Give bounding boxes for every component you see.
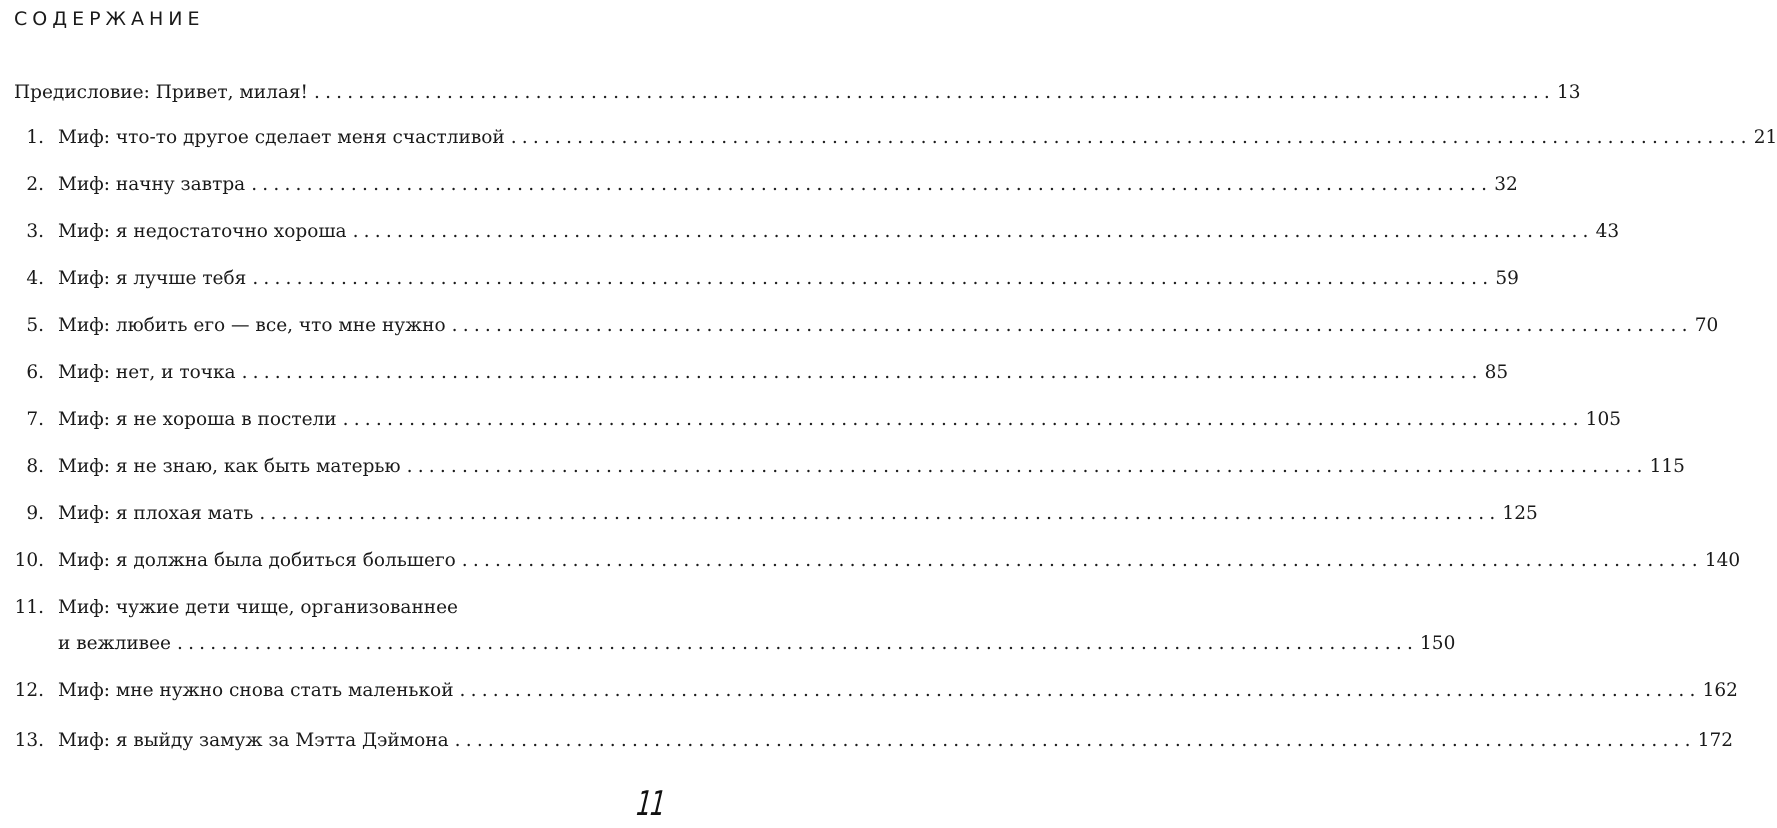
dot-leader: ................................................................................................................ [241, 362, 1483, 383]
dot-leader: ................................................................................................................ [252, 268, 1494, 289]
toc-entry-number: 4. [26, 268, 44, 289]
toc-entry-2[interactable] [0, 170, 1518, 200]
toc-entry-text: Миф: я должна была добиться большего [58, 550, 456, 571]
toc-entry-text: Миф: нет, и точка [58, 362, 236, 383]
toc-entry-number: 9. [26, 503, 44, 524]
toc-entry-6[interactable] [0, 358, 1509, 388]
toc-entry-1[interactable] [0, 123, 1777, 153]
toc-page-number: 162 [1702, 680, 1738, 701]
toc-entry-8[interactable] [0, 452, 1685, 482]
toc-entry-3[interactable] [0, 217, 1620, 247]
toc-page-number: 43 [1595, 221, 1620, 242]
toc-page-number: 172 [1697, 730, 1733, 751]
toc-entry-text: Миф: я плохая мать [58, 503, 254, 524]
toc-entry-text: Миф: я не знаю, как быть матерью [58, 456, 401, 477]
toc-entry-number: 1. [26, 127, 44, 148]
toc-page-number: 59 [1495, 268, 1519, 289]
toc-entry-text: Миф: я недостаточно хороша [58, 221, 347, 242]
toc-entry-5[interactable] [0, 311, 1719, 341]
toc-entry-text: Предисловие: Привет, милая! [14, 82, 308, 103]
dot-leader: ................................................................................................................ [177, 633, 1419, 654]
toc-entry-4[interactable] [0, 264, 1519, 294]
toc-entry-text: Миф: я выйду замуж за Мэтта Дэймона [58, 730, 449, 751]
toc-entry-7[interactable] [0, 405, 1621, 435]
toc-entry-text: Миф: что-то другое сделает меня счастливой [58, 127, 505, 148]
toc-entry-text: Миф: чужие дети чище, организованнее [58, 597, 459, 618]
toc-entry-text: Миф: мне нужно снова стать маленькой [58, 680, 454, 701]
toc-page-number: 13 [1557, 82, 1581, 103]
toc-entry-preface[interactable] [0, 78, 1581, 108]
dot-leader: ................................................................................................................ [342, 409, 1584, 430]
toc-entry-text: Миф: начну завтра [58, 174, 246, 195]
toc-page-number: 85 [1484, 362, 1509, 383]
toc-entry-13[interactable] [0, 726, 1733, 756]
toc-page-number: 105 [1585, 409, 1621, 430]
toc-entry-9[interactable] [0, 499, 1538, 529]
dot-leader: ................................................................................................................ [459, 680, 1701, 701]
dot-leader: ................................................................................................................ [313, 82, 1556, 103]
toc-entry-number: 3. [26, 221, 44, 242]
dot-leader: ................................................................................................................ [454, 730, 1696, 751]
toc-entry-number: 12. [14, 680, 44, 701]
dot-leader: ................................................................................................................ [406, 456, 1648, 477]
toc-entry-11[interactable] [0, 593, 662, 623]
toc-page-number: 125 [1502, 503, 1538, 524]
dot-leader: ................................................................................................................ [461, 550, 1703, 571]
toc-entry-number: 11. [14, 597, 44, 618]
toc-entry-number: 10. [14, 550, 44, 571]
toc-entry-number: 2. [26, 174, 44, 195]
toc-entry-text: Миф: любить его — все, что мне нужно [58, 315, 446, 336]
toc-page-number: 21 [1753, 127, 1777, 148]
dot-leader: ................................................................................................................ [251, 174, 1493, 195]
toc-entry-number: 7. [26, 409, 44, 430]
dot-leader: ................................................................................................................ [510, 127, 1752, 148]
toc-entry-text: Миф: я не хороша в постели [58, 409, 337, 430]
toc-page-number: 70 [1694, 315, 1719, 336]
toc-entry-12[interactable] [0, 676, 1738, 706]
toc-entry-text: Миф: я лучше тебя [58, 268, 247, 289]
page-title: СОДЕРЖАНИЕ [14, 8, 205, 30]
toc-entry-number: 5. [26, 315, 44, 336]
toc-entry-text-continued: и вежливее [58, 633, 171, 654]
toc-page-number: 115 [1649, 456, 1685, 477]
toc-entry-10[interactable] [0, 546, 1741, 576]
toc-entry-number: 8. [26, 456, 44, 477]
page-number-folio: 11 [634, 784, 666, 824]
toc-page-number: 150 [1420, 633, 1456, 654]
dot-leader: ................................................................................................................ [259, 503, 1501, 524]
toc-entry-11-continued[interactable] [0, 629, 1456, 659]
toc-page-number: 140 [1704, 550, 1741, 571]
toc-entry-number: 6. [26, 362, 44, 383]
toc-page-number: 32 [1494, 174, 1518, 195]
dot-leader: ................................................................................................................ [451, 315, 1693, 336]
dot-leader: ................................................................................................................ [352, 221, 1594, 242]
toc-entry-number: 13. [14, 730, 44, 751]
